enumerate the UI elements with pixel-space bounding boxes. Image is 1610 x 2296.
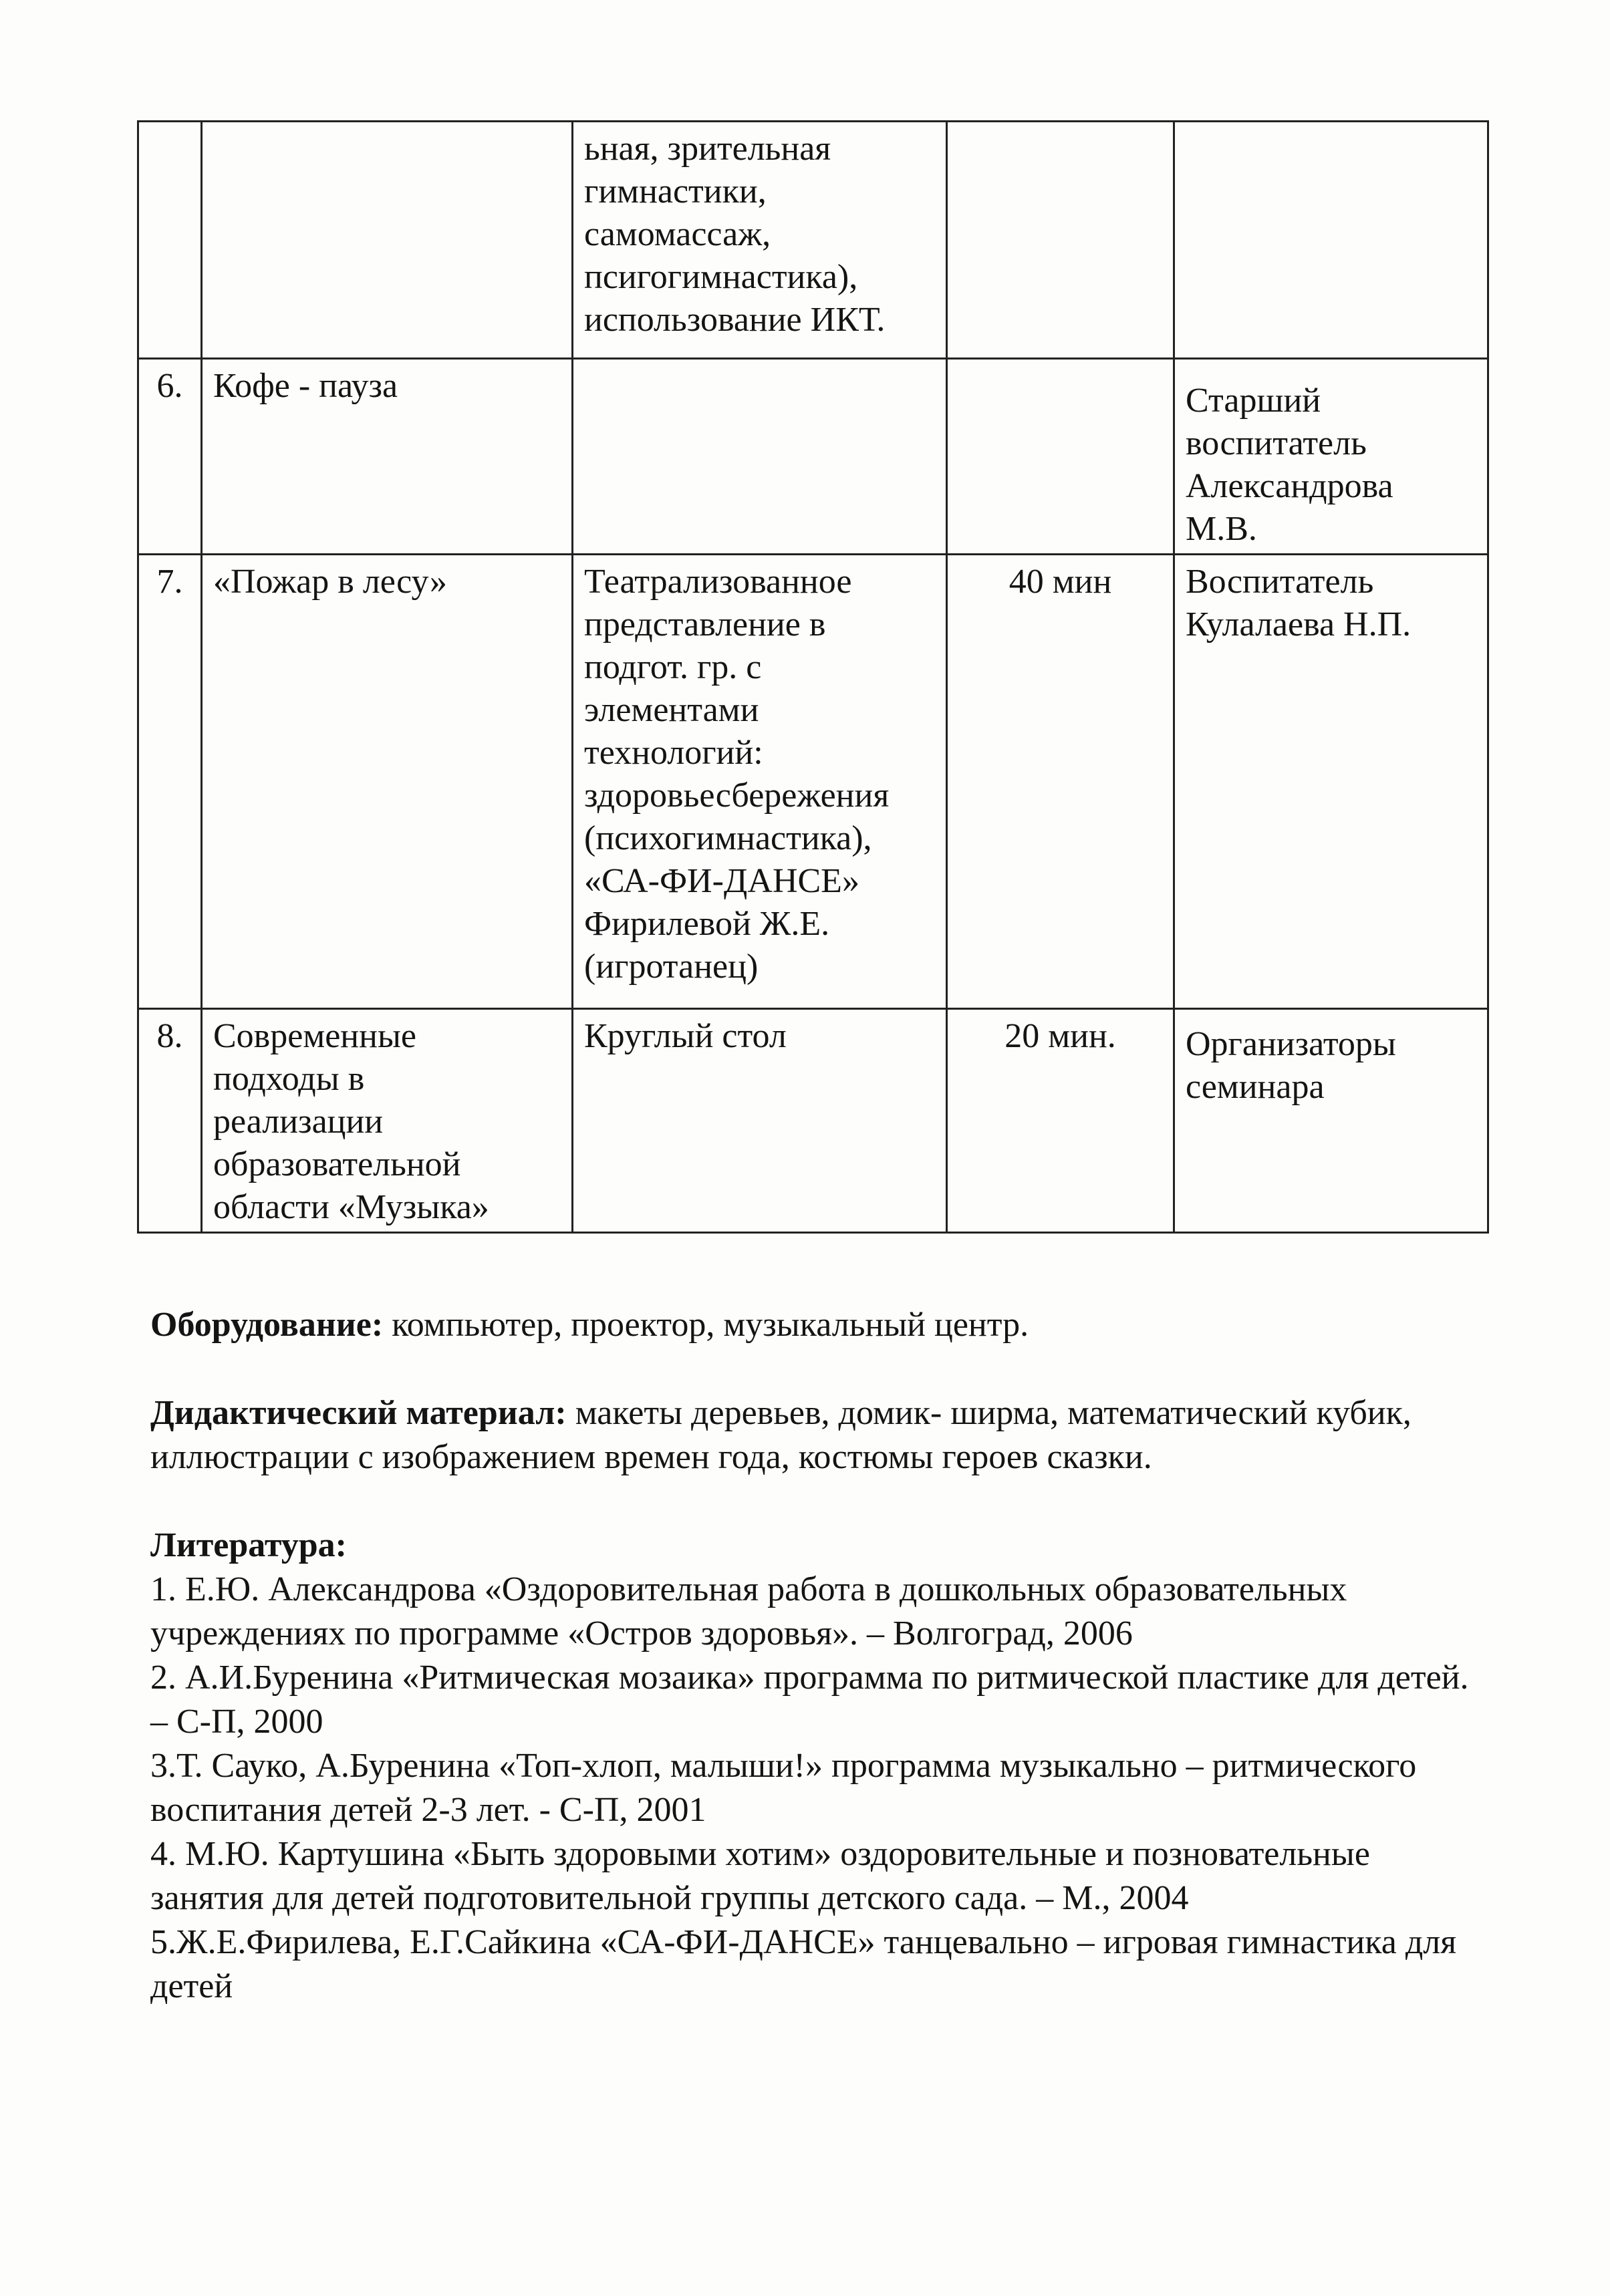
table-row [138,1009,1488,1233]
table-row [138,555,1488,1009]
row-duration: 40 мин [947,555,1174,1009]
row-responsible: Организаторы семинара [1174,1009,1488,1233]
row-topic: «Пожар в лесу» [202,555,573,1009]
literature-item: 3.Т. Сауко, А.Буренина «Топ-хлоп, малыши!» программа музыкально – ритмического воспитания детей 2-3 лет. - С-П, 2001 [150,1747,1417,1829]
row-form [573,359,947,555]
row-responsible: Старший воспитатель Александрова М.В. [1174,359,1488,555]
didactic-label: Дидактический материал: [150,1394,567,1432]
literature-heading [150,1524,1487,1568]
row-number: 7. [138,555,202,1009]
row-topic [202,122,573,359]
row-number: 6. [138,359,202,555]
row-duration [947,122,1174,359]
didactic-text: макеты деревьев, домик- ширма, математический кубик, иллюстрации с изображением времен года, костюмы героев сказки. [150,1394,1412,1476]
row-topic: Кофе - пауза [202,359,573,555]
row-form: Круглый стол [573,1009,947,1233]
table-row [138,359,1488,555]
equipment-paragraph [150,1303,1487,1347]
equipment-label: Оборудование: [150,1306,384,1344]
literature-item: 4. М.Ю. Картушина «Быть здоровыми хотим» оздоровительные и позновательные занятия для детей подготовительной группы детского сада. – М., 2004 [150,1835,1370,1917]
row-duration [947,359,1174,555]
didactic-paragraph [150,1391,1487,1479]
row-duration: 20 мин. [947,1009,1174,1233]
literature-item: 1. Е.Ю. Александрова «Оздоровительная работа в дошкольных образовательных учреждениях по программе «Остров здоровья». – Волгоград, 2006 [150,1570,1347,1653]
table-row [138,122,1488,359]
row-responsible [1174,122,1488,359]
document-body [150,1303,1487,2009]
row-responsible: Воспитатель Кулалаева Н.П. [1174,555,1488,1009]
row-number: 8. [138,1009,202,1233]
seminar-program-table [137,120,1489,1234]
literature-label: Литература: [150,1526,347,1564]
row-number [138,122,202,359]
literature-item: 5.Ж.Е.Фирилева, Е.Г.Сайкина «СА-ФИ-ДАНСЕ» танцевально – игровая гимнастика для детей [150,1923,1457,2005]
equipment-text: компьютер, проектор, музыкальный центр. [383,1306,1029,1344]
row-form: Театрализованное представление в подгот. гр. с элементами технологий: здоровьесбережения (психогимнастика), «СА-ФИ-ДАНСЕ» Фирилевой Ж.Е. (игротанец) [573,555,947,1009]
literature-item: 2. А.И.Буренина «Ритмическая мозаика» программа по ритмической пластике для детей. – С-П, 2000 [150,1659,1469,1741]
row-form: ьная, зрительная гимнастики, самомассаж, псигогимнастика), использование ИКТ. [573,122,947,359]
row-topic: Современные подходы в реализации образовательной области «Музыка» [202,1009,573,1233]
